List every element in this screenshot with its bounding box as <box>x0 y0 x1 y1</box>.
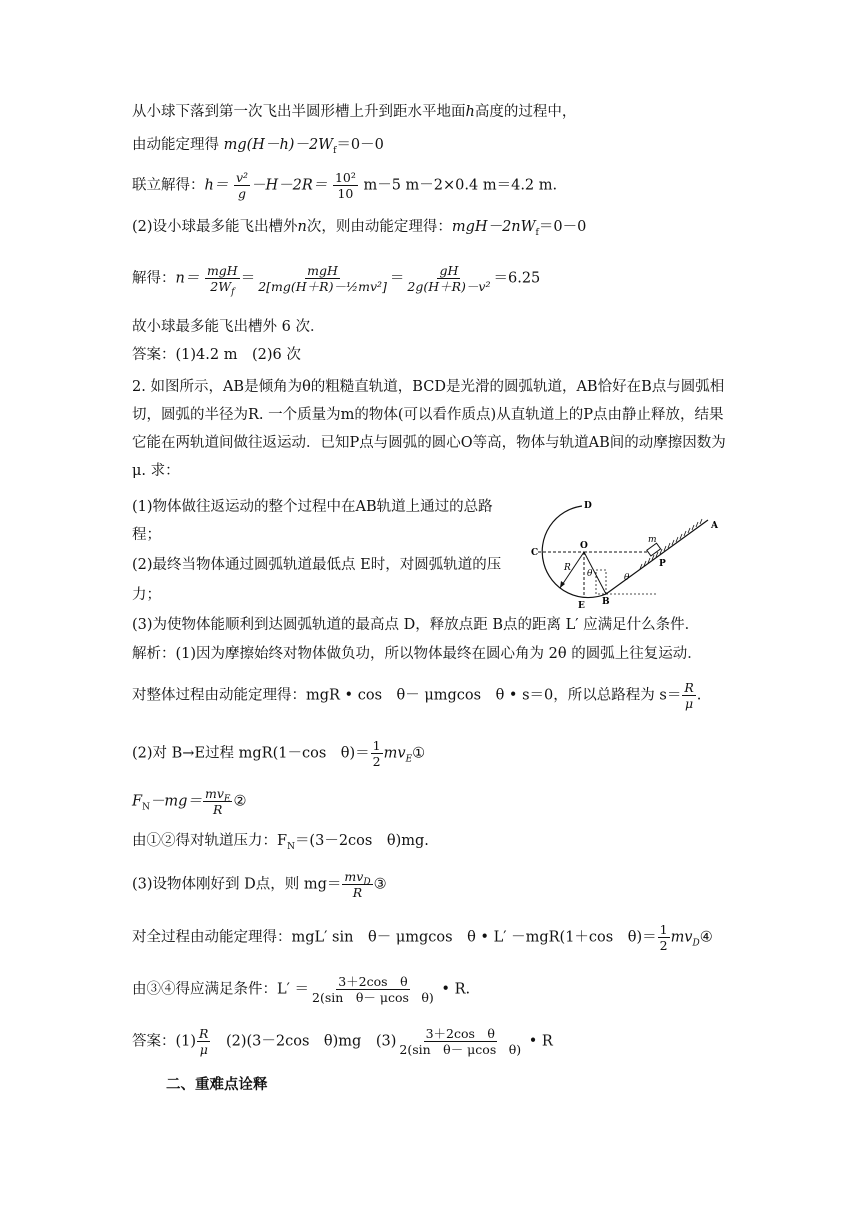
fraction-mvd2-over-r: $mv_D$ R <box>344 869 371 900</box>
label-theta-1: θ <box>587 569 593 579</box>
label-e: E <box>578 601 585 611</box>
fraction-mgh-over-bracket: mgH 2[mg(H＋R)－½mv²] <box>258 263 387 294</box>
fraction-condition: $\frac{\text{3＋2cos θ}}{\text{2(sin θ－ μcos θ)}}$ <box>312 974 434 1005</box>
label-r: R <box>564 563 571 573</box>
final-answer: 答案：(1) $\frac{R}{\mu}$ (2)(3－2cos θ)mg (3) $\frac{\text{3＋2cos θ}}{\text{2(sin θ－ μcos θ)}}$ • R <box>132 1026 553 1057</box>
label-o: O <box>580 541 588 551</box>
fraction-mv2-over-r: $mv_E$ R <box>204 786 231 817</box>
label-d: D <box>584 501 592 511</box>
line-2: 由动能定理得 $mg(H-h)-2W_f=0-0$ <box>132 137 384 156</box>
label-c: C <box>531 548 539 558</box>
question-2a: (2)最终当物体通过圆弧轨道最低点 E时，对圆弧轨道的压 <box>132 557 502 573</box>
question-1a: (1)物体做往返运动的整个过程中在AB轨道上通过的总路 <box>132 499 493 515</box>
fraction-r-over-mu: $\frac{R}{\mu}$ <box>684 680 694 711</box>
line-1: 从小球下落到第一次飞出半圆形槽上升到距水平地面h高度的过程中， <box>132 104 577 120</box>
fraction-answer-condition: $\frac{\text{3＋2cos θ}}{\text{2(sin θ－ μcos θ)}}$ <box>399 1026 522 1057</box>
label-p: P <box>659 559 666 569</box>
fraction-100-over-10: $\frac{\text{10²}}{10}$ <box>334 170 356 201</box>
line-6: 故小球最多能飞出槽外 6 次． <box>132 319 325 335</box>
question-2b: 力； <box>132 587 161 603</box>
label-a: A <box>711 521 718 531</box>
solution-6: (3)设物体刚好到 D点，则 mg＝ $mv_D$ R ③ <box>132 869 387 900</box>
fraction-answer-r-mu: $\frac{R}{\mu}$ <box>199 1026 209 1057</box>
fraction-mgh-over-2wf: mgH $2W_f$ <box>206 263 238 298</box>
block-m <box>647 543 661 556</box>
section-heading: 二、重难点诠释 <box>166 1076 268 1093</box>
solution-2: 对整体过程由动能定理得：mgR • cos θ－ μmgcos θ • s＝0，所以总路程为 s＝ $\frac{R}{\mu}$ . <box>132 680 702 711</box>
solution-5: 由①②得对轨道压力：$F_N=(3-2\cos$ θ)mg. <box>132 833 429 852</box>
fraction-half: $\frac{1}{2}$ <box>372 738 381 769</box>
physics-figure <box>530 496 730 616</box>
label-m: m <box>648 535 657 545</box>
solution-1: 解析：(1)因为摩擦始终对物体做负功，所以物体最终在圆心角为 2θ 的圆弧上往复运动． <box>132 646 702 662</box>
incline-ab <box>606 520 708 594</box>
line-4: (2)设小球最多能飞出槽外n次，则由动能定理得：$mgH-2nW_f=0-0$ <box>132 219 587 238</box>
solution-8: 由③④得应满足条件：L′ ＝ $\frac{\text{3＋2cos θ}}{\text{2(sin θ－ μcos θ)}}$ • R. <box>132 974 471 1005</box>
label-b: B <box>602 597 610 607</box>
solution-7: 对全过程由动能定理得：mgL′ sin θ－ μmgcos θ • L′ －mgR(1＋cos θ)＝ $\frac{1}{2}$ $mv_D④$ <box>132 922 713 953</box>
line-5-equation: 解得：n＝ mgH $2W_f$ ＝ mgH 2[mg(H＋R)－½mv²] ＝ $\frac{gH}{\text{2g(H＋R)－v²}}$ ＝6.25 <box>132 263 541 298</box>
fraction-half-2: $\frac{1}{2}$ <box>659 922 668 953</box>
question-1b: 程； <box>132 527 161 543</box>
solution-3: (2)对 B→E过程 mgR(1－cos θ)＝ $\frac{1}{2}$ $mv_E①$ <box>132 738 426 769</box>
line-3-equation: 联立解得：h＝ $\frac{\text{v²}}{g}$ －H－2R＝ $\frac{\text{10²}}{10}$ m－5 m－2×0.4 m＝4.2 m. <box>132 170 558 201</box>
fraction-gh-over-expression: $\frac{gH}{\text{2g(H＋R)－v²}}$ <box>407 263 491 294</box>
label-theta-2: θ <box>624 573 630 583</box>
answer-1: 答案：(1)4.2 m (2)6 次 <box>132 347 301 363</box>
question-3: (3)为使物体能顺利到达圆弧轨道的最高点 D，释放点距 B点的距离 L′ 应满足什么条件． <box>132 617 700 633</box>
problem-2-statement: 2. 如图所示，AB是倾角为θ的粗糙直轨道，BCD是光滑的圆弧轨道，AB恰好在B点与圆弧相切，圆弧的半径为R. 一个质量为m的物体(可以看作质点)从直轨道上的P点由静止释放，结果它能在两轨道间做往返运动．已知P点与圆弧的圆心O等高，物体与轨道AB间的动摩擦因数为μ. 求： <box>132 379 726 479</box>
fraction-v2-over-g: $\frac{\text{v²}}{g}$ <box>235 170 249 201</box>
solution-4: $F_N-mg=$ $mv_E$ R ② <box>132 786 247 817</box>
